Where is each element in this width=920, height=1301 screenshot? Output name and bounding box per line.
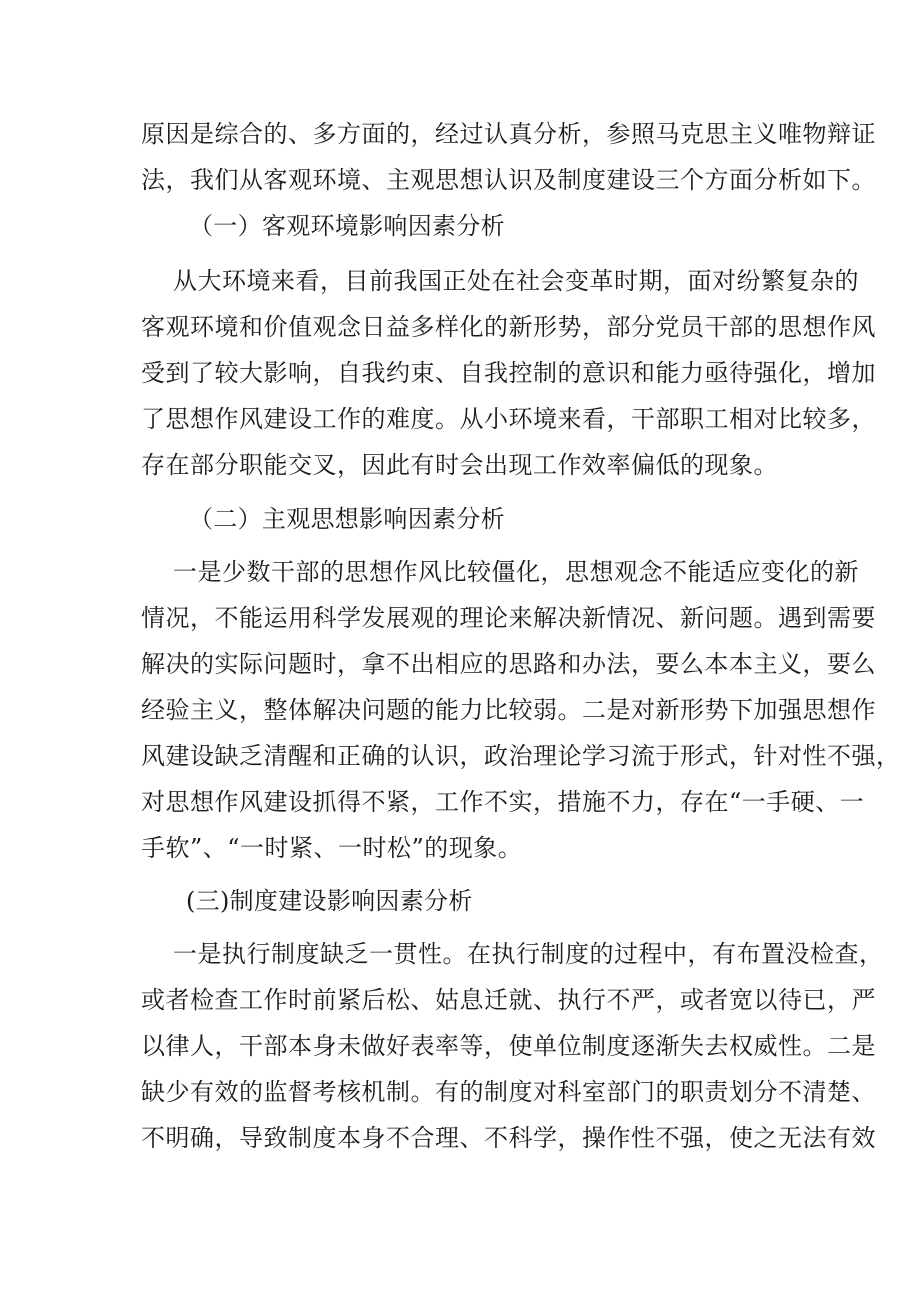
- paragraph-line: 了思想作风建设工作的难度。从小环境来看，干部职工相对比较多，: [141, 405, 876, 433]
- paragraph-line: 对思想作风建设抓得不紧，工作不实，措施不力，存在“一手硬、一: [141, 788, 865, 816]
- paragraph-line: 受到了较大影响，自我约束、自我控制的意识和能力亟待强化，增加: [141, 359, 876, 387]
- section-heading-2: （二）主观思想影响因素分析: [189, 505, 505, 533]
- paragraph-line: 客观环境和价值观念日益多样化的新形势，部分党员干部的思想作风: [141, 313, 876, 341]
- paragraph-line: 一是少数干部的思想作风比较僵化，思想观念不能适应变化的新: [173, 558, 859, 586]
- paragraph-line: 不明确，导致制度本身不合理、不科学，操作性不强，使之无法有效: [141, 1124, 876, 1152]
- section-heading-1: （一）客观环境影响因素分析: [189, 212, 505, 240]
- paragraph-line: 或者检查工作时前紧后松、姑息迁就、执行不严，或者宽以待已，严: [141, 986, 876, 1014]
- paragraph-line: 情况，不能运用科学发展观的理论来解决新情况、新问题。遇到需要: [141, 604, 876, 632]
- paragraph-line: 缺少有效的监督考核机制。有的制度对科室部门的职责划分不清楚、: [141, 1078, 876, 1106]
- paragraph-line: 存在部分职能交叉，因此有时会出现工作效率偏低的现象。: [141, 451, 778, 479]
- paragraph-line: 风建设缺乏清醒和正确的认识，政治理论学习流于形式，针对性不强，: [141, 742, 901, 770]
- paragraph-line: 经验主义，整体解决问题的能力比较弱。二是对新形势下加强思想作: [141, 696, 876, 724]
- paragraph-line: 解决的实际问题时，拿不出相应的思路和办法，要么本本主义，要么: [141, 650, 876, 678]
- paragraph-line: 手软”、“一时紧、一时松”的现象。: [141, 834, 523, 862]
- paragraph-line: 以律人，干部本身未做好表率等，使单位制度逐渐失去权威性。二是: [141, 1032, 876, 1060]
- paragraph-line: 一是执行制度缺乏一贯性。在执行制度的过程中，有布置没检查，: [173, 940, 884, 968]
- section-heading-3: (三)制度建设影响因素分析: [186, 887, 473, 915]
- paragraph-line: 从大环境来看，目前我国正处在社会变革时期，面对纷繁复杂的: [173, 267, 859, 295]
- paragraph-line: 原因是综合的、多方面的，经过认真分析，参照马克思主义唯物辩证: [141, 120, 876, 148]
- paragraph-line: 法，我们从客观环境、主观思想认识及制度建设三个方面分析如下。: [141, 166, 876, 194]
